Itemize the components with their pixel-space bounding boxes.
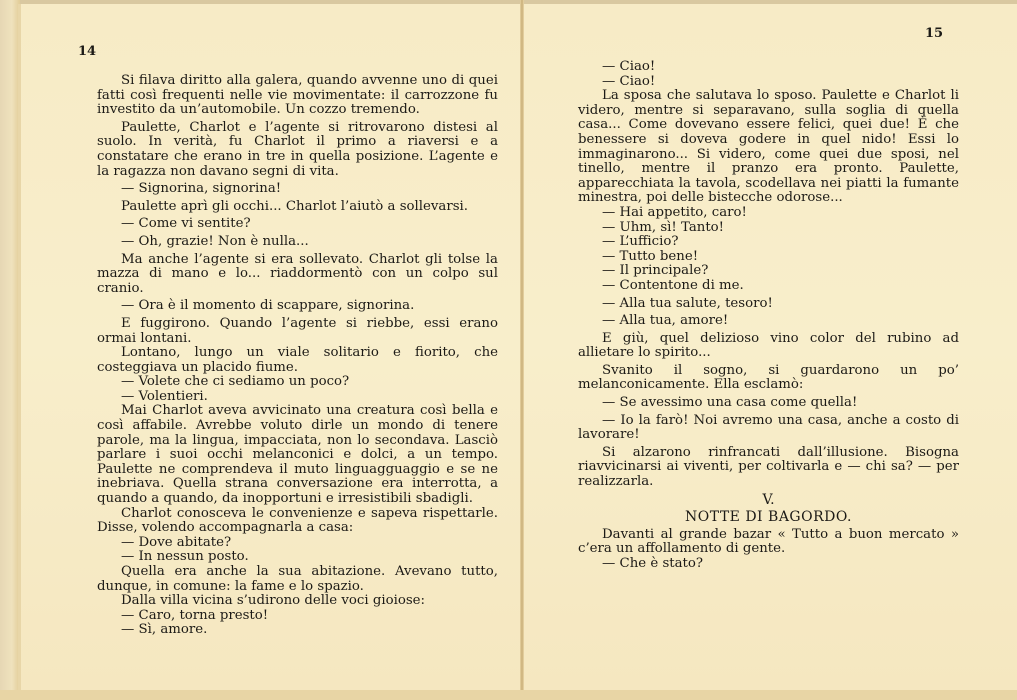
right-page-text [578, 60, 959, 572]
paragraph: Paulette aprì gli occhi... Charlot l’aiutò a sollevarsi. [121, 198, 468, 214]
book-spine [520, 0, 524, 700]
dialogue-line: — Sì, amore. [121, 622, 208, 638]
paragraph: Si filava diritto alla galera, quando avvenne uno di quei fatti così frequenti nelle vie movimentate: il carrozzone fu investito da un’automobile. Un cozzo tremendo. [97, 73, 498, 118]
paragraph: Paulette, Charlot e l’agente si ritrovarono distesi al suolo. In verità, fu Charlot il primo a riaversi e a constatare che erano in tre in quella posizione. L’agente e la ragazza non davano segni di vita. [97, 119, 498, 179]
dialogue-line: — Dove abitate? [121, 534, 232, 550]
book-edge [0, 0, 20, 700]
paragraph: La sposa che salutava lo sposo. Paulette e Charlot li videro, mentre si separavano, sulla soglia di quella casa... Come dovevano essere felici, quei due! È che benessere si doveva godere in quel nido! Essi lo immaginarono... Si videro, come quei due sposi, nel tinello, mentre il pranzo era pronto. Paulette, apparecchiata la tavola, scodellava nei piatti la fumante minestra, poi delle bistecche odorose... [578, 88, 959, 206]
left-page-text [97, 74, 498, 638]
page-number-left: 14 [78, 44, 97, 59]
paragraph: Mai Charlot aveva avvicinato una creatura così bella e così affabile. Avrebbe voluto dirle un mondo di tenere parole, ma la lingua, impacciata, non lo secondava. Lasciò parlare i suoi occhi melanconici e dolci, a un tempo. Paulette ne comprendeva il muto linguagguaggio e se ne inebriava. Quella strana conversazione era interrotta, a quando a quando, da inopportuni e irresistibili sbadigli. [97, 403, 498, 507]
dialogue-line: — Ora è il momento di scappare, signorina. [121, 298, 415, 314]
dialogue-line: — Ciao! [602, 73, 656, 89]
paragraph: Dalla villa vicina s’udirono delle voci gioiose: [121, 593, 426, 609]
paragraph: E fuggirono. Quando l’agente si riebbe, essi erano ormai lontani. [97, 315, 498, 346]
dialogue-line: — L’ufficio? [602, 234, 679, 250]
dialogue-line: — Contentone di me. [602, 277, 744, 293]
dialogue-line: — Hai appetito, caro! [602, 204, 747, 220]
dialogue-line: — Che è stato? [602, 556, 704, 571]
paragraph: Davanti al grande bazar « Tutto a buon mercato » c’era un affollamento di gente. [578, 526, 959, 557]
dialogue-line: — Ciao! [602, 59, 656, 74]
paragraph: Quella era anche la sua abitazione. Avevano tutto, dunque, in comune: la fame e lo spazio. [97, 564, 498, 594]
dialogue-line: — Oh, grazie! Non è nulla... [121, 233, 309, 249]
page-number-right: 15 [925, 26, 944, 41]
paragraph: Svanito il sogno, si guardarono un po’ melanconicamente. Ella esclamò: [578, 362, 959, 393]
paragraph: Lontano, lungo un viale solitario e fiorito, che costeggiava un placido fiume. [97, 345, 498, 375]
dialogue-line: — In nessun posto. [121, 549, 249, 565]
dialogue-line: — Alla tua salute, tesoro! [602, 295, 773, 311]
dialogue-line: — Volete che ci sediamo un poco? [121, 374, 350, 390]
dialogue-line: — Alla tua, amore! [602, 313, 729, 329]
dialogue-line: — Signorina, signorina! [121, 181, 282, 197]
dialogue-line: — Caro, torna presto! [121, 607, 269, 623]
chapter-title: NOTTE DI BAGORDO. [685, 509, 852, 526]
dialogue-line: — Se avessimo una casa come quella! [602, 395, 858, 411]
chapter-number: V. [762, 491, 775, 508]
page-bottom-edge [0, 690, 1017, 700]
paragraph: Charlot conosceva le convenienze e sapeva rispettarle. Disse, volendo accompagnarla a casa: [97, 505, 498, 536]
dialogue-line: — Io la farò! Noi avremo una casa, anche a costo di lavorare! [578, 412, 959, 443]
paragraph: Ma anche l’agente si era sollevato. Charlot gli tolse la mazza di mano e lo... riaddormentò con un colpo sul cranio. [97, 251, 498, 296]
dialogue-line: — Volentieri. [121, 388, 208, 404]
dialogue-line: — Come vi sentite? [121, 216, 251, 232]
paragraph: Si alzarono rinfrancati dall’illusione. Bisogna riavvicinarsi ai viventi, per coltivarla e — chi sa? — per realizzarla. [578, 444, 959, 490]
paragraph: E giù, quel delizioso vino color del rubino ad allietare lo spirito... [578, 330, 959, 361]
dialogue-line: — Il principale? [602, 263, 709, 279]
dialogue-line: — Uhm, sì! Tanto! [602, 219, 725, 235]
dialogue-line: — Tutto bene! [602, 248, 699, 264]
